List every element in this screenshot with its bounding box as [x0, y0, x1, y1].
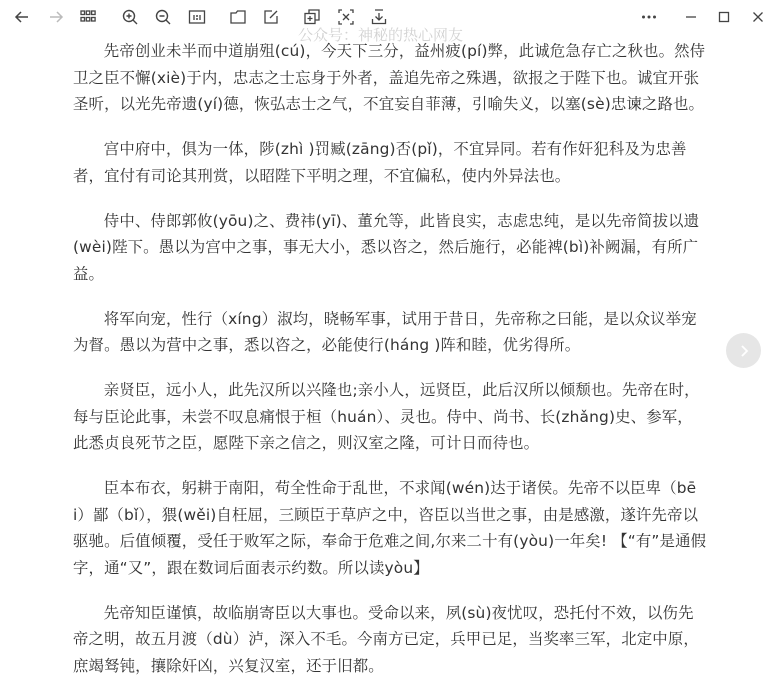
close-icon[interactable]	[746, 5, 770, 29]
paragraph: 臣本布衣，躬耕于南阳，苟全性命于乱世，不求闻(wén)达于诸侯。先帝不以臣卑（bēi）鄙（bǐ），猥(wěi)自枉屈，三顾臣于草庐之中，咨臣以当世之事，由是感激，遂许先帝以驱驰。后值倾覆，受任于败军之际，奉命于危难之间,尔来二十有(yòu)一年矣! 【“有”是通假字，通“又”，跟在数词后面表示约数。所以读yòu】	[73, 479, 707, 577]
paragraph: 将军向宠，性行（xíng）淑均，晓畅军事，试用于昔日，先帝称之曰能，是以众议举宠为督。愚以为营中之事，悉以咨之，必能使行(háng )阵和睦，优劣得所。	[73, 309, 697, 354]
back-arrow-icon[interactable]	[10, 5, 34, 29]
document-content	[73, 38, 707, 698]
paragraph: 宫中府中，俱为一体，陟(zhì )罚臧(zāng)否(pǐ)，不宜异同。若有作奸犯科及为忠善者，宜付有司论其刑赏，以昭陛下平明之理，不宜偏私，使内外异法也。	[73, 140, 687, 185]
zoom-in-icon[interactable]	[118, 5, 142, 29]
paragraph: 侍中、侍郎郭攸(yōu)之、费祎(yī)、董允等，此皆良实，志虑忠纯，是以先帝简拔以遗(wèi)陛下。愚以为宫中之事，事无大小，悉以咨之，然后施行，必能裨(bì)补阙漏，有所广益。	[73, 211, 700, 283]
actual-size-icon[interactable]	[185, 5, 209, 29]
zoom-out-icon[interactable]	[151, 5, 175, 29]
paragraph: 亲贤臣，远小人，此先汉所以兴隆也;亲小人，远贤臣，此后汉所以倾颓也。先帝在时，每与臣论此事，未尝不叹息痛恨于桓（huán）、灵也。侍中、尚书、长(zhǎng)史、参军，此悉贞良死节之臣，愿陛下亲之信之，则汉室之隆，可计日而待也。	[73, 381, 700, 452]
paragraph: 先帝知臣谨慎，故临崩寄臣以大事也。受命以来，夙(sù)夜忧叹，恐托付不效，以伤先帝之明，故五月渡（dù）泸，深入不毛。今南方已定，兵甲已足，当奖率三军，北定中原，庶竭驽钝，攘除奸凶，兴复汉室，还于旧都。	[73, 603, 699, 675]
edit-icon[interactable]	[259, 5, 283, 29]
maximize-icon[interactable]	[712, 5, 736, 29]
watermark: 公众号：神秘的热心网友	[298, 26, 464, 44]
forward-arrow-icon[interactable]	[44, 5, 68, 29]
next-page-button[interactable]	[726, 333, 761, 368]
folder-icon[interactable]	[226, 5, 250, 29]
chevron-right-icon	[737, 344, 751, 358]
grid-view-icon[interactable]	[76, 5, 100, 29]
paragraph: 先帝创业未半而中道崩殂(cú)，今天下三分，益州疲(pí)弊，此诚危急存亡之秋也。然侍卫之臣不懈(xiè)于内，忠志之士忘身于外者，盖追先帝之殊遇，欲报之于陛下也。诚宜开张圣听，以光先帝遗(yí)德，恢弘志士之气，不宜妄自菲薄，引喻失义，以塞(sè)忠谏之路也。	[73, 42, 706, 113]
more-icon[interactable]	[637, 5, 661, 29]
minimize-icon[interactable]	[679, 5, 703, 29]
